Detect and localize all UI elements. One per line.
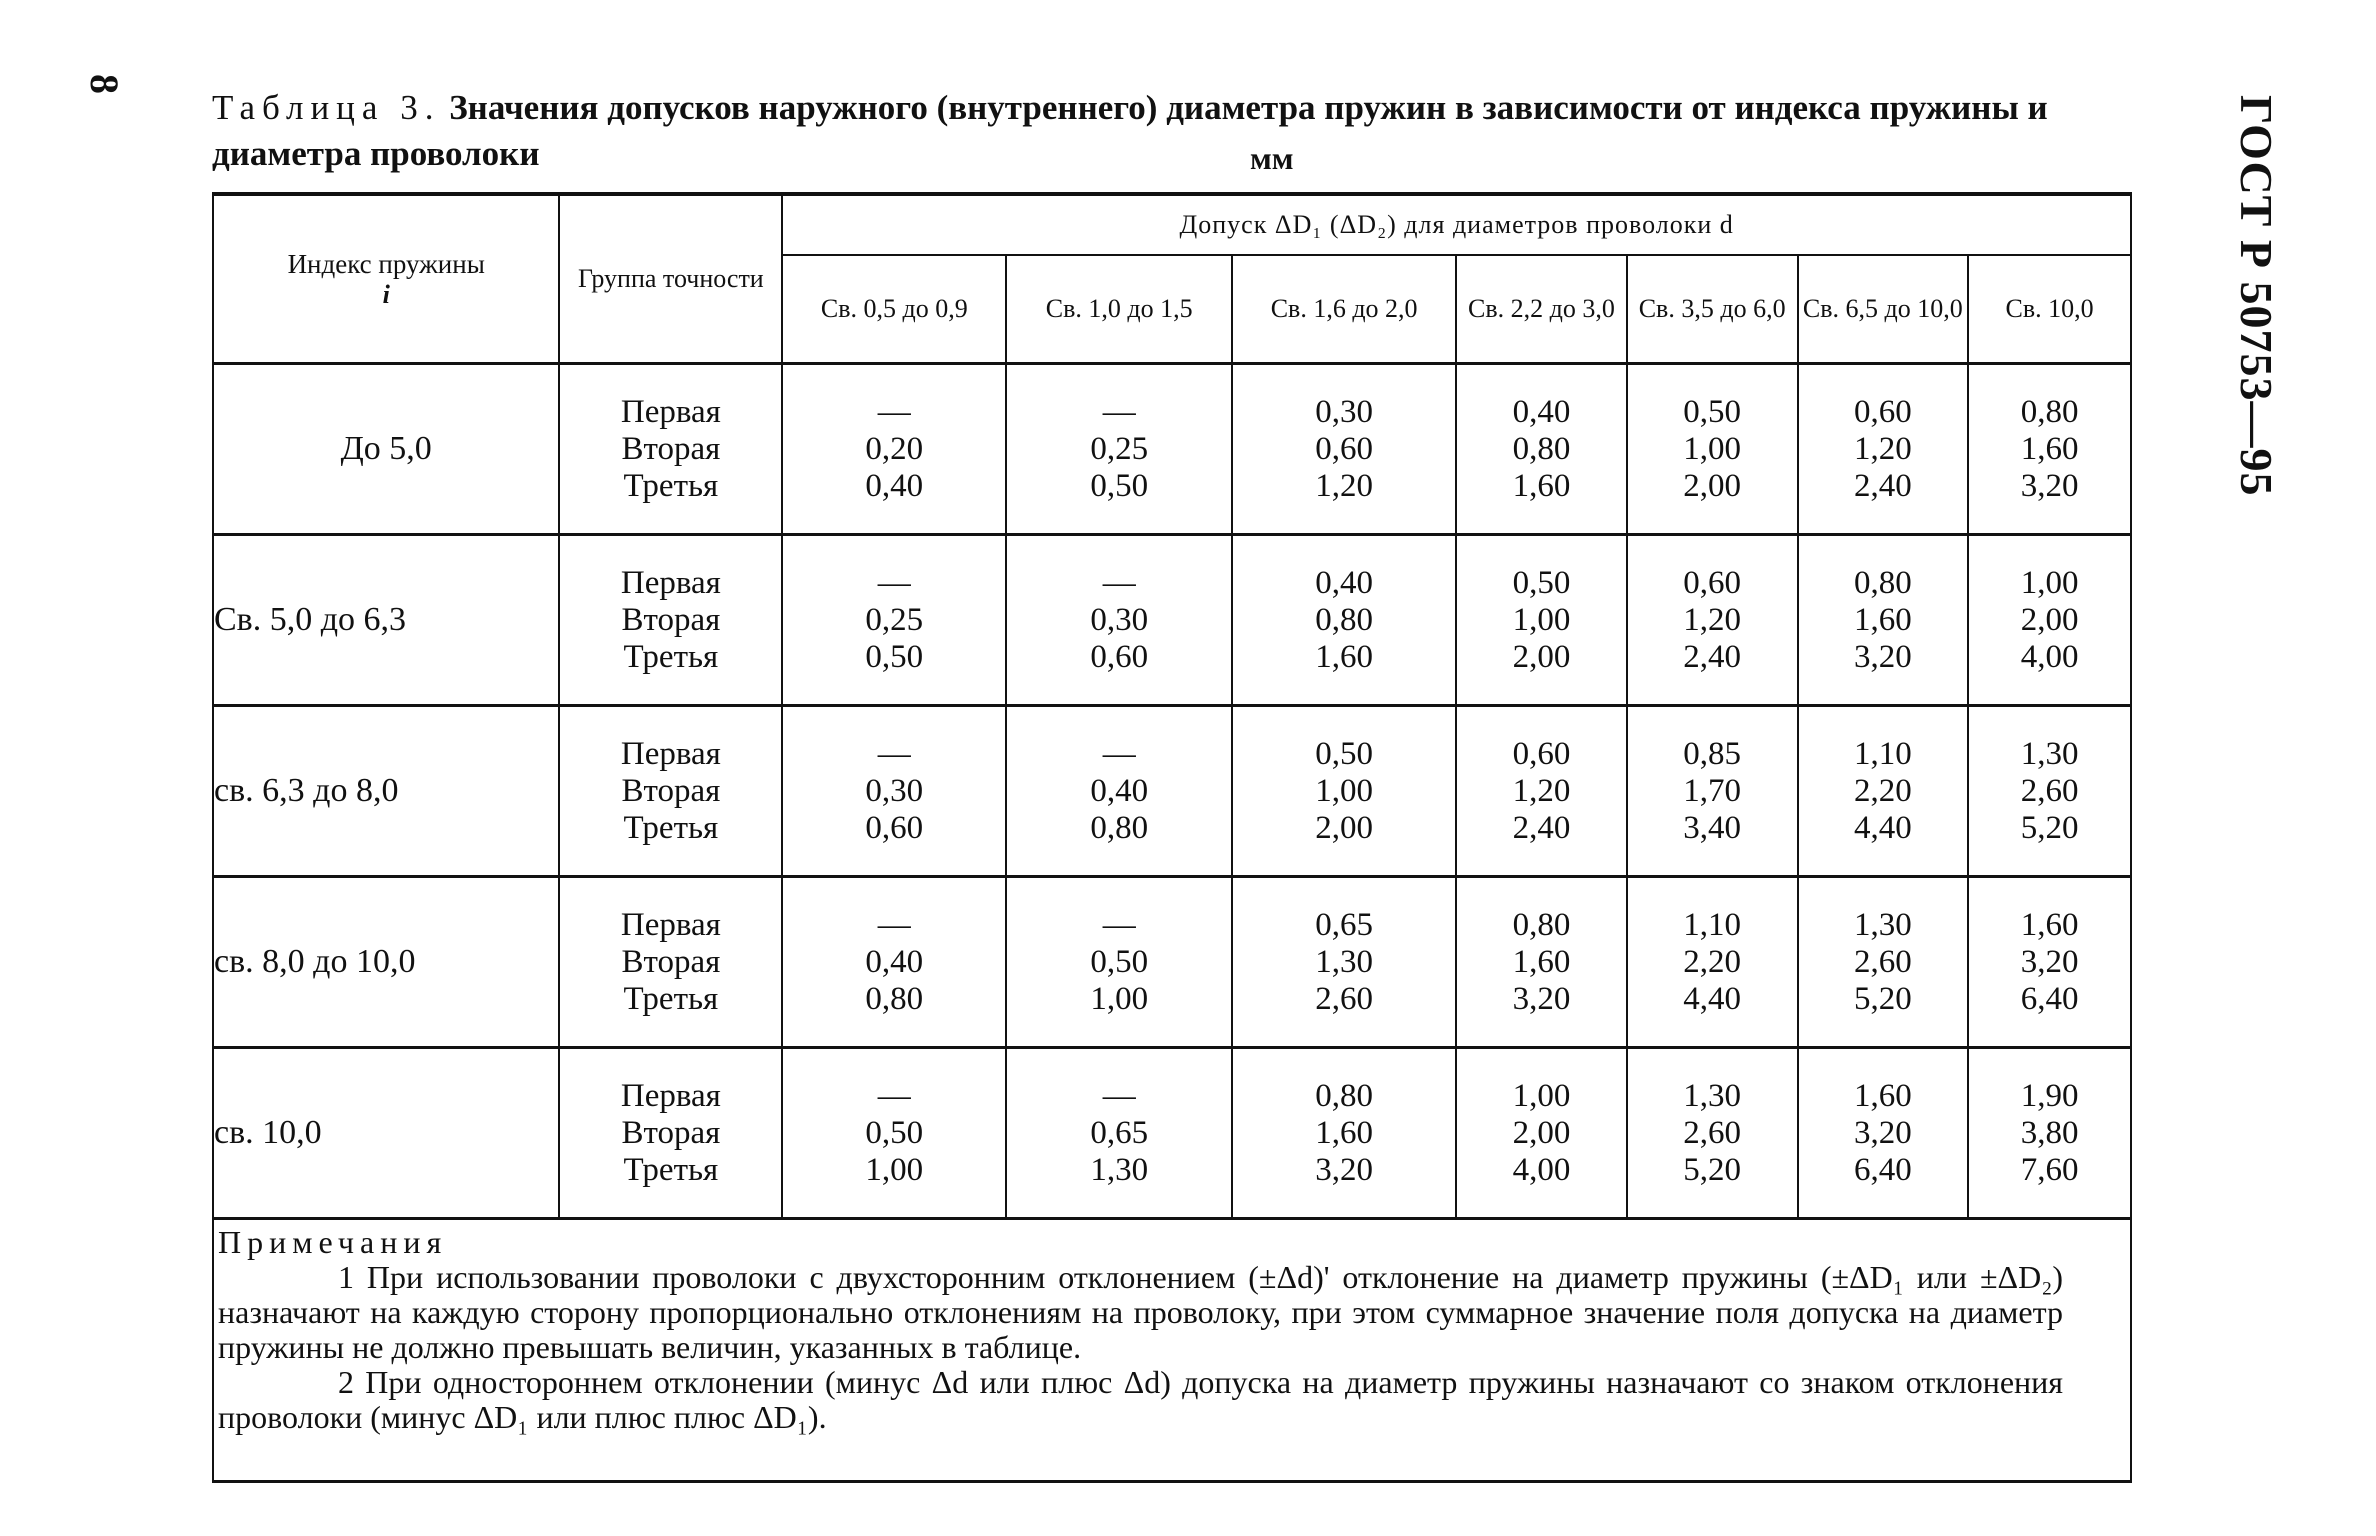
tolerance-value: 1,10	[1853, 735, 1912, 772]
note-item: 2 При одностороннем отклонении (минус Δd или плюс Δd) допуска на диаметр пружины назначают со знаком отклонения проволоки (минус ΔD₁ или плюс плюс ΔD₁).	[218, 1364, 2063, 1435]
tolerance-value: 2,20	[1683, 943, 1742, 980]
tolerance-value: 1,60	[1512, 943, 1571, 980]
row-index: св. 8,0 до 10,0	[213, 877, 559, 1048]
tolerance-value: 4,00	[2020, 638, 2079, 675]
tolerance-value: 4,40	[1683, 980, 1742, 1017]
group-label: Первая	[620, 906, 721, 943]
tolerance-value: 2,60	[1315, 980, 1373, 1017]
group-label: Вторая	[621, 601, 721, 638]
tolerance-value: 0,50	[1315, 735, 1373, 772]
row-groups	[559, 1048, 782, 1219]
tolerance-value: 2,00	[1512, 1114, 1571, 1151]
tolerance-cell	[1232, 364, 1456, 535]
table-row	[213, 706, 2131, 877]
tolerance-value: 0,60	[1853, 393, 1912, 430]
tolerance-value: 0,65	[1315, 906, 1373, 943]
tolerance-value: 1,20	[1853, 430, 1912, 467]
document-side-title: ГОСТ Р 50753—95	[2231, 95, 2282, 497]
page-number: 8	[82, 74, 127, 94]
tolerance-value: 1,30	[2020, 735, 2079, 772]
tolerance-value: 6,40	[2020, 980, 2079, 1017]
tolerance-value: 0,20	[865, 430, 924, 467]
row-groups	[559, 364, 782, 535]
tolerance-value: 1,00	[1315, 772, 1373, 809]
tolerance-value: —	[877, 906, 911, 943]
row-groups	[559, 535, 782, 706]
tolerance-cell	[1232, 877, 1456, 1048]
tolerance-value: 3,20	[2020, 943, 2079, 980]
tolerance-value: 3,80	[2020, 1114, 2079, 1151]
header-group: Группа точности	[559, 194, 782, 364]
row-groups	[559, 706, 782, 877]
tolerance-value: 2,60	[2020, 772, 2079, 809]
group-label: Первая	[620, 564, 721, 601]
header-tolerance: Допуск ΔD₁ (ΔD₂) для диаметров проволоки d	[782, 194, 2131, 255]
table-row	[213, 364, 2131, 535]
tolerance-cell	[1798, 706, 1969, 877]
tolerance-value: 1,00	[1683, 430, 1742, 467]
row-index: До 5,0	[213, 364, 559, 535]
tolerance-value: 0,40	[1315, 564, 1373, 601]
tolerance-value: 2,60	[1683, 1114, 1742, 1151]
caption-lead: Таблица 3.	[212, 88, 441, 127]
tolerance-value: 0,60	[1683, 564, 1742, 601]
tolerance-value: 1,20	[1512, 772, 1571, 809]
tolerance-value: 1,90	[2020, 1077, 2079, 1114]
tolerance-cell	[1456, 706, 1627, 877]
tolerance-value: 1,30	[1683, 1077, 1742, 1114]
tolerance-value: —	[877, 735, 911, 772]
tolerance-cell	[1627, 1048, 1798, 1219]
tolerance-value: 0,25	[865, 601, 924, 638]
header-column: Св. 0,5 до 0,9	[782, 255, 1006, 364]
tolerance-value: 1,60	[1512, 467, 1571, 504]
tolerance-cell	[1456, 535, 1627, 706]
notes	[218, 1225, 2063, 1435]
caption-text: Значения допусков наружного (внутреннего) диаметра пружин в зависимости от индекса пружины и диаметра проволоки	[212, 88, 2048, 173]
tolerance-value: 0,50	[865, 638, 924, 675]
group-label: Третья	[623, 638, 719, 675]
tolerance-value: 0,30	[1090, 601, 1149, 638]
tolerance-cell	[1232, 1048, 1456, 1219]
tolerance-value: —	[877, 393, 911, 430]
tolerance-cell	[782, 706, 1006, 877]
table-body	[213, 364, 2131, 1219]
tolerance-value: 1,00	[1512, 601, 1571, 638]
tolerance-value: 1,60	[1853, 601, 1912, 638]
tolerance-cell	[1006, 535, 1232, 706]
tolerance-value: 6,40	[1853, 1151, 1912, 1188]
header-column: Св. 2,2 до 3,0	[1456, 255, 1627, 364]
tolerance-value: 1,60	[1315, 638, 1373, 675]
tolerance-value: 3,40	[1683, 809, 1742, 846]
tolerance-value: 0,80	[1090, 809, 1149, 846]
tolerance-value: 4,00	[1512, 1151, 1571, 1188]
tolerance-cell	[1006, 1048, 1232, 1219]
tolerance-cell	[1627, 706, 1798, 877]
tolerance-value: 5,20	[1853, 980, 1912, 1017]
tolerance-value: 1,30	[1853, 906, 1912, 943]
group-label: Третья	[623, 1151, 719, 1188]
tolerance-value: 2,00	[1683, 467, 1742, 504]
tolerance-value: 2,60	[1853, 943, 1912, 980]
tolerance-value: 0,50	[865, 1114, 924, 1151]
tolerance-cell	[1627, 877, 1798, 1048]
tolerance-value: 0,50	[1090, 467, 1149, 504]
tolerance-table	[212, 192, 2132, 1220]
tolerance-value: 2,40	[1512, 809, 1571, 846]
tolerance-value: 2,40	[1683, 638, 1742, 675]
tolerance-value: —	[1102, 393, 1136, 430]
unit-label: мм	[1250, 140, 1294, 176]
tolerance-value: 3,20	[1512, 980, 1571, 1017]
tolerance-cell	[1627, 535, 1798, 706]
header-index	[213, 194, 559, 364]
tolerance-value: 1,60	[1853, 1077, 1912, 1114]
header-index-symbol: i	[382, 279, 390, 309]
tolerance-cell	[782, 364, 1006, 535]
tolerance-value: 0,60	[1090, 638, 1149, 675]
tolerance-value: —	[1102, 906, 1136, 943]
tolerance-value: 1,00	[1512, 1077, 1571, 1114]
tolerance-cell	[1968, 877, 2131, 1048]
tolerance-cell	[1006, 706, 1232, 877]
tolerance-value: 1,00	[1090, 980, 1149, 1017]
tolerance-value: —	[1102, 735, 1136, 772]
tolerance-value: 1,60	[2020, 906, 2079, 943]
tolerance-cell	[1968, 535, 2131, 706]
tolerance-value: 0,60	[865, 809, 924, 846]
header-column: Св. 10,0	[1968, 255, 2131, 364]
tolerance-cell	[1006, 364, 1232, 535]
group-label: Вторая	[621, 943, 721, 980]
tolerance-value: 1,30	[1090, 1151, 1149, 1188]
tolerance-value: 0,40	[1512, 393, 1571, 430]
group-label: Первая	[620, 1077, 721, 1114]
group-label: Вторая	[621, 772, 721, 809]
tolerance-value: 2,00	[1512, 638, 1571, 675]
tolerance-value: 0,65	[1090, 1114, 1149, 1151]
row-index: св. 6,3 до 8,0	[213, 706, 559, 877]
tolerance-value: 1,20	[1683, 601, 1742, 638]
tolerance-value: 0,80	[865, 980, 924, 1017]
tolerance-value: —	[1102, 564, 1136, 601]
tolerance-value: 1,70	[1683, 772, 1742, 809]
notes-heading: Примечания	[218, 1224, 448, 1260]
tolerance-value: 0,50	[1683, 393, 1742, 430]
tolerance-cell	[1798, 364, 1969, 535]
tolerance-value: 2,40	[1853, 467, 1912, 504]
tolerance-cell	[782, 877, 1006, 1048]
group-label: Вторая	[621, 1114, 721, 1151]
tolerance-value: 0,80	[1853, 564, 1912, 601]
tolerance-cell	[1968, 364, 2131, 535]
header-column: Св. 6,5 до 10,0	[1798, 255, 1969, 364]
tolerance-value: —	[1102, 1077, 1136, 1114]
tolerance-value: 5,20	[2020, 809, 2079, 846]
group-label: Первая	[620, 735, 721, 772]
tolerance-value: 0,30	[1315, 393, 1373, 430]
tolerance-value: 4,40	[1853, 809, 1912, 846]
tolerance-value: 0,80	[1512, 906, 1571, 943]
group-label: Третья	[623, 467, 719, 504]
tolerance-value: 1,10	[1683, 906, 1742, 943]
tolerance-value: 0,60	[1512, 735, 1571, 772]
tolerance-value: 0,80	[1512, 430, 1571, 467]
tolerance-cell	[1232, 535, 1456, 706]
tolerance-value: 0,40	[865, 467, 924, 504]
row-index: св. 10,0	[213, 1048, 559, 1219]
tolerance-cell	[1232, 706, 1456, 877]
note-item: 1 При использовании проволоки с двухсторонним отклонением (±Δd)' отклонение на диаметр пружины (±ΔD₁ или ±ΔD₂) назначают на каждую сторону пропорционально отклонениям на проволоку, при этом суммарное значение поля допуска на диаметр пружины не должно превышать величин, указанных в таблице.	[218, 1259, 2063, 1365]
tolerance-value: 3,20	[1853, 1114, 1912, 1151]
tolerance-cell	[1968, 706, 2131, 877]
tolerance-cell	[1798, 535, 1969, 706]
tolerance-value: 1,60	[2020, 430, 2079, 467]
group-label: Третья	[623, 980, 719, 1017]
tolerance-cell	[1456, 877, 1627, 1048]
tolerance-cell	[1798, 877, 1969, 1048]
tolerance-cell	[1968, 1048, 2131, 1219]
tolerance-cell	[1006, 877, 1232, 1048]
header-index-label: Индекс пружины	[287, 248, 485, 279]
tolerance-value: —	[877, 1077, 911, 1114]
row-groups	[559, 877, 782, 1048]
tolerance-value: 2,20	[1853, 772, 1912, 809]
group-label: Вторая	[621, 430, 721, 467]
tolerance-value: 7,60	[2020, 1151, 2079, 1188]
tolerance-value: 0,30	[865, 772, 924, 809]
tolerance-value: 0,80	[1315, 601, 1373, 638]
tolerance-cell	[782, 1048, 1006, 1219]
tolerance-value: 0,50	[1512, 564, 1571, 601]
tolerance-value: 0,85	[1683, 735, 1742, 772]
tolerance-value: 1,00	[2020, 564, 2079, 601]
tolerance-value: 2,00	[2020, 601, 2079, 638]
table-caption	[212, 85, 2127, 177]
table-row	[213, 1048, 2131, 1219]
tolerance-value: 0,25	[1090, 430, 1149, 467]
tolerance-value: 0,60	[1315, 430, 1373, 467]
tolerance-value: 3,20	[1853, 638, 1912, 675]
tolerance-value: 1,30	[1315, 943, 1373, 980]
tolerance-value: 3,20	[1315, 1151, 1373, 1188]
tolerance-cell	[1627, 364, 1798, 535]
table-row	[213, 535, 2131, 706]
tolerance-value: 0,40	[865, 943, 924, 980]
tolerance-value: 0,40	[1090, 772, 1149, 809]
header-column: Св. 1,0 до 1,5	[1006, 255, 1232, 364]
tolerance-value: 0,80	[1315, 1077, 1373, 1114]
tolerance-value: 5,20	[1683, 1151, 1742, 1188]
tolerance-value: 3,20	[2020, 467, 2079, 504]
table-row	[213, 877, 2131, 1048]
group-label: Третья	[623, 809, 719, 846]
row-index: Св. 5,0 до 6,3	[213, 535, 559, 706]
tolerance-value: 1,00	[865, 1151, 924, 1188]
tolerance-value: —	[877, 564, 911, 601]
tolerance-cell	[1798, 1048, 1969, 1219]
tolerance-cell	[782, 535, 1006, 706]
tolerance-value: 0,50	[1090, 943, 1149, 980]
header-column: Св. 1,6 до 2,0	[1232, 255, 1456, 364]
tolerance-cell	[1456, 364, 1627, 535]
tolerance-cell	[1456, 1048, 1627, 1219]
tolerance-value: 0,80	[2020, 393, 2079, 430]
group-label: Первая	[620, 393, 721, 430]
tolerance-value: 1,60	[1315, 1114, 1373, 1151]
tolerance-value: 2,00	[1315, 809, 1373, 846]
tolerance-value: 1,20	[1315, 467, 1373, 504]
header-column: Св. 3,5 до 6,0	[1627, 255, 1798, 364]
